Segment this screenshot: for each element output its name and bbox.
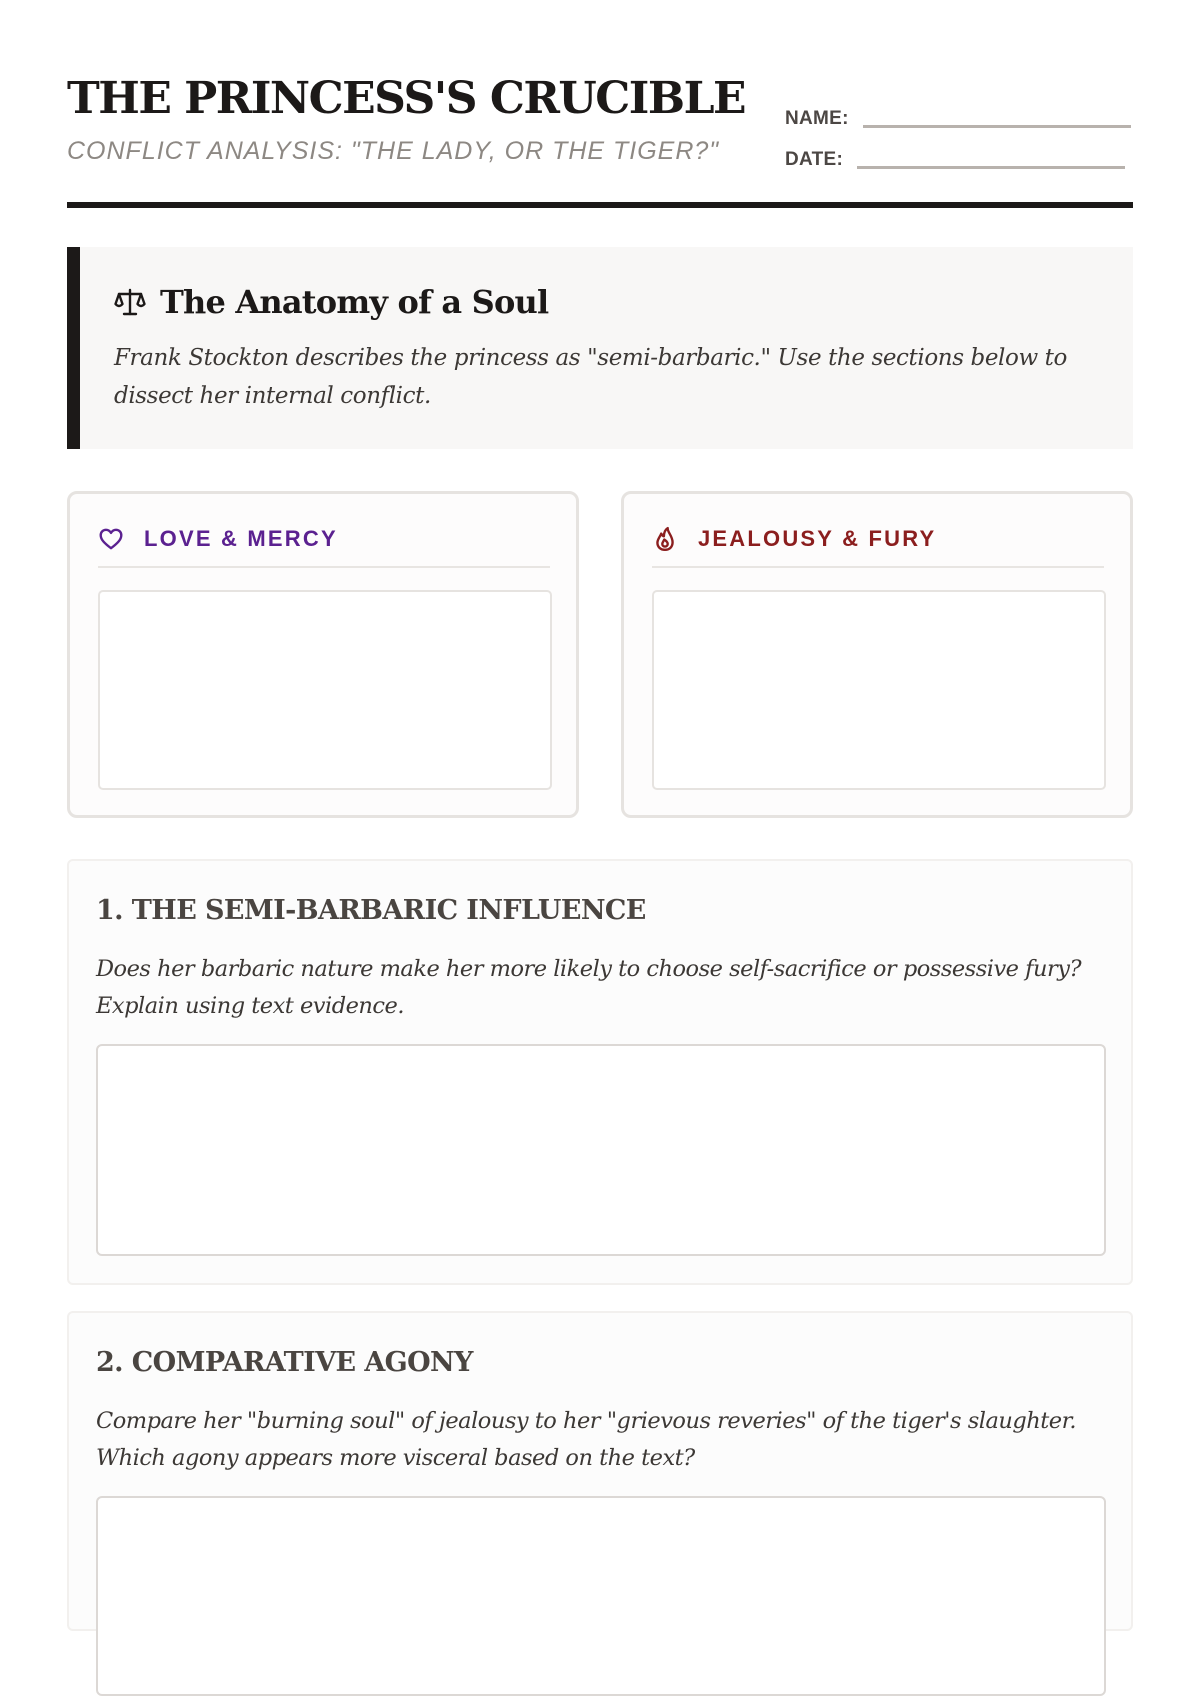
question-1-title: 1. THE SEMI-BARBARIC INFLUENCE	[96, 895, 646, 926]
intro-heading	[114, 283, 548, 321]
question-section-1	[67, 859, 1133, 1285]
name-field[interactable]	[863, 125, 1131, 128]
question-2-title: 2. COMPARATIVE AGONY	[96, 1347, 473, 1378]
worksheet-header	[67, 70, 1133, 208]
love-mercy-title: LOVE & MERCY	[144, 526, 338, 551]
love-mercy-header	[98, 524, 550, 568]
date-label: DATE:	[785, 149, 844, 170]
scale-icon	[114, 287, 146, 317]
name-label: NAME:	[785, 108, 849, 129]
jealousy-fury-answer-box[interactable]	[652, 590, 1106, 790]
question-2-prompt: Compare her "burning soul" of jealousy to her "grievous reveries" of the tiger's slaughter. Which agony appears more visceral based on the text?	[96, 1408, 1077, 1471]
jealousy-fury-header	[652, 524, 1104, 568]
love-mercy-card	[67, 491, 579, 818]
intro-title: The Anatomy of a Soul	[160, 283, 549, 321]
love-mercy-answer-box[interactable]	[98, 590, 552, 790]
intro-text: Frank Stockton describes the princess as "semi-barbaric." Use the sections below to dissect her internal conflict.	[114, 345, 1067, 409]
jealousy-fury-card	[621, 491, 1133, 818]
intro-callout	[67, 247, 1133, 449]
page-subtitle: CONFLICT ANALYSIS: "THE LADY, OR THE TIGER?"	[67, 137, 720, 165]
date-field-row	[785, 149, 1125, 171]
date-field[interactable]	[857, 166, 1125, 169]
question-1-prompt: Does her barbaric nature make her more likely to choose self-sacrifice or possessive fury? Explain using text evidence.	[96, 956, 1082, 1019]
page-title: THE PRINCESS'S CRUCIBLE	[67, 73, 746, 124]
question-section-2	[67, 1311, 1133, 1631]
jealousy-fury-title: JEALOUSY & FURY	[698, 526, 937, 551]
question-1-answer-box[interactable]	[96, 1044, 1106, 1256]
flame-icon	[652, 526, 678, 552]
name-field-row	[785, 108, 1131, 130]
heart-icon	[98, 526, 124, 552]
question-2-answer-box[interactable]	[96, 1496, 1106, 1696]
